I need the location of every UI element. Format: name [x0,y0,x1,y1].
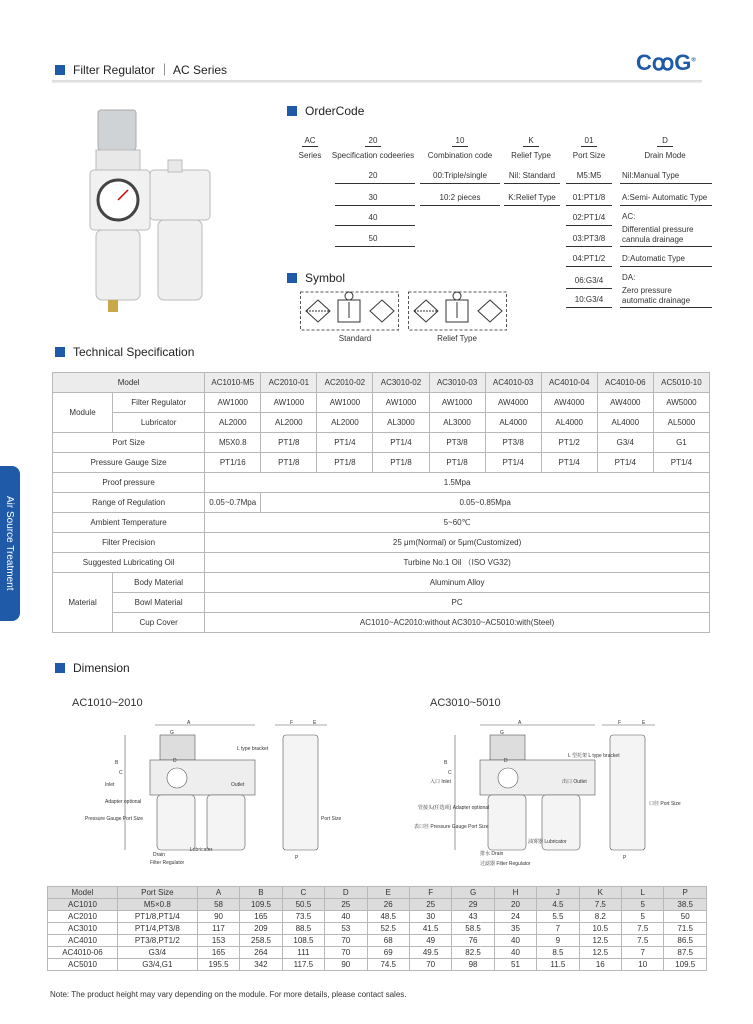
page-title: Filter Regulator ｜ AC Series [73,63,228,77]
oil-value: Turbine No.1 Oil （ISO VG32) [205,553,710,573]
lub-cell: AL3000 [373,413,429,433]
symbol-title: Symbol [305,271,346,285]
relief-option: K:Relief Type [508,193,556,202]
symbol-label: Standard [338,334,372,343]
dim-cell: 7.5 [622,923,664,935]
dim-cell: PT1/4,PT3/8 [117,923,197,935]
port-cell: PT1/4 [373,433,429,453]
dim-cell: 5 [622,899,664,911]
filter-cell: AW4000 [485,393,541,413]
standard-symbol-icon [300,290,400,332]
dim-cell: 58 [197,899,239,911]
dim-cell: 90 [197,911,239,923]
dim-cell: 209 [240,923,282,935]
heading-drain: Drain Mode [644,151,686,160]
port-cell: PT1/2 [541,433,597,453]
dim-cell: 117 [197,923,239,935]
tech-heading [55,345,194,359]
lub-cell: AL3000 [429,413,485,433]
dim-cell: 26 [367,899,409,911]
dim-label: D [504,758,508,764]
side-tab-label: Air Source Treatment [4,496,15,591]
dim-label: Port Size [321,816,342,822]
dim-label: P [295,855,299,861]
dim-cell: 9 [537,935,579,947]
dim-cell: AC1010 [48,899,118,911]
filter-cell: AW1000 [205,393,261,413]
dim-label: 入口 Inlet [430,779,451,785]
gauge-cell: PT1/8 [261,453,317,473]
dim-cell: 111 [282,947,324,959]
lub-cell: AL2000 [261,413,317,433]
dim-label: L type bracket [237,746,269,752]
combo-option: 00:Triple/single [433,171,487,180]
temp-label: Ambient Temperature [53,513,205,533]
dim-cell: 24 [494,911,536,923]
dim-label: G [500,730,504,736]
dimension-title: Dimension [73,661,130,675]
footnote: Note: The product height may vary depending on the module. For more details, please contact sales. [50,990,407,999]
model-cell: AC3010-03 [429,373,485,393]
dim-label: 表口径 Pressure Gauge Port Size [414,824,489,830]
dim-cell: 98 [452,959,494,971]
code-spec: 20 [368,136,378,145]
tech-square-icon [55,347,65,357]
dim-cell: 69 [367,947,409,959]
dim-cell: 51 [494,959,536,971]
ordercode-heading [287,104,364,118]
gauge-label: Pressure Gauge Size [53,453,205,473]
code-combo: 10 [455,136,465,145]
dim-label: D [173,758,177,764]
dim-cell: 70 [325,935,367,947]
dim-label: A [187,720,191,726]
gauge-cell: PT1/4 [597,453,653,473]
ordercode-square-icon [287,106,297,116]
dim-cell: 41.5 [409,923,451,935]
dim-label: Pressure Gauge Port Size [85,816,144,822]
dim-label: Adapter optional [105,799,142,805]
model-cell: AC1010-M5 [205,373,261,393]
table-row [48,947,707,959]
dim-cell: 50.5 [282,899,324,911]
dim-col-header: B [240,887,282,899]
dim-cell: 7.5 [622,935,664,947]
spec-option: 30 [368,193,378,202]
drain-option: A:Semi- Automatic Type [622,193,708,202]
dim-cell: 11.5 [537,959,579,971]
dim-cell: 74.5 [367,959,409,971]
tech-title: Technical Specification [73,345,195,359]
dim-label: C [448,770,452,776]
lub-cell: AL2000 [205,413,261,433]
dim-label: Drain [153,852,165,858]
proof-label: Proof pressure [53,473,205,493]
bowl-value: PC [205,593,710,613]
port-cell: M5X0.8 [205,433,261,453]
dim-label: G [170,730,174,736]
heading-combo: Combination code [427,151,493,160]
dim-cell: M5×0.8 [117,899,197,911]
header-divider [52,80,702,83]
port-option: 01:PT1/8 [572,193,606,202]
dim-cell: 88.5 [282,923,324,935]
dim-cell: G3/4 [117,947,197,959]
dim-cell: 49.5 [409,947,451,959]
lub-cell: AL4000 [597,413,653,433]
dim-label: Lubricator [190,847,213,853]
dim-label: E [313,720,317,726]
table-row [48,911,707,923]
logo-text: CꝏG [636,50,692,75]
dim-cell: 7 [537,923,579,935]
table-row [48,935,707,947]
port-cell: PT3/8 [485,433,541,453]
dim-col-header: L [622,887,664,899]
port-option: 03:PT3/8 [572,234,606,243]
gauge-cell: PT1/4 [653,453,709,473]
lub-cell: AL2000 [317,413,373,433]
dim-cell: G3/4,G1 [117,959,197,971]
dim-cell: 90 [325,959,367,971]
dim-label: B [444,760,448,766]
dim-cell: 53 [325,923,367,935]
model-cell: AC4010-04 [541,373,597,393]
dim-cell: 8.5 [537,947,579,959]
dim-label: Filter Regulator [150,860,185,866]
symbol-square-icon [287,273,297,283]
dim-cell: 40 [494,947,536,959]
model-cell: AC3010-02 [373,373,429,393]
dim-cell: 342 [240,959,282,971]
dim-cell: 165 [240,911,282,923]
drain-option: D:Automatic Type [622,254,685,263]
dim-label: P [623,855,627,861]
dim-drawing-right [414,720,685,870]
proof-value: 1.5Mpa [205,473,710,493]
dim-label: 出口 Outlet [562,779,587,785]
relief-symbol-icon [408,290,508,332]
dim-label: C [119,770,123,776]
drain-option: DA: [622,273,636,282]
dim-col-header: P [664,887,707,899]
symbol-heading [287,271,345,285]
port-option: 06:G3/4 [574,276,604,285]
dim-label: F [290,720,294,726]
filter-cell: AW1000 [317,393,373,413]
spec-option: 40 [368,213,378,222]
drain-option: Zero pressure [622,286,672,295]
dim-cell: 264 [240,947,282,959]
dim-right-title: AC3010~5010 [430,697,501,709]
port-cell: G3/4 [597,433,653,453]
code-port: 01 [584,136,594,145]
port-option: 04:PT1/2 [572,254,606,263]
filter-label: Filter Regulator [113,393,205,413]
dim-cell: 40 [325,911,367,923]
port-option: 02:PT1/4 [572,213,606,222]
logo-mark: ® [691,57,696,64]
dim-cell: 87.5 [664,947,707,959]
drain-option: Nil:Manual Type [622,171,680,180]
header-square-icon [55,65,65,75]
filter-cell: AW1000 [373,393,429,413]
dim-cell: 71.5 [664,923,707,935]
prec-value: 25 μm(Normal) or 5μm(Customized) [205,533,710,553]
drain-option: AC: [622,212,636,221]
dim-col-header: Model [48,887,118,899]
model-cell: AC5010-10 [653,373,709,393]
dim-cell: 73.5 [282,911,324,923]
cup-value: AC1010~AC2010:without AC3010~AC5010:with(Steel) [205,613,710,633]
reg-value-1: 0.05~0.7Mpa [205,493,261,513]
port-option: M5:M5 [576,171,602,180]
dim-cell: 8.2 [579,911,621,923]
dim-cell: 86.5 [664,935,707,947]
dim-col-header: G [452,887,494,899]
dim-cell: 195.5 [197,959,239,971]
gauge-cell: PT1/8 [373,453,429,473]
dim-cell: 109.5 [240,899,282,911]
dim-label: E [642,720,646,726]
dim-cell: PT1/8,PT1/4 [117,911,197,923]
gauge-cell: PT1/4 [485,453,541,473]
dim-label: 排水 Drain [480,851,504,857]
port-label: Port Size [53,433,205,453]
filter-cell: AW5000 [653,393,709,413]
filter-cell: AW4000 [541,393,597,413]
combo-option: 10:2 pieces [439,193,481,202]
lub-label: Lubricator [113,413,205,433]
code-relief: K [528,136,534,145]
dim-cell: 76 [452,935,494,947]
code-series: AC [304,136,316,145]
dim-cell: 35 [494,923,536,935]
dim-cell: 29 [452,899,494,911]
temp-value: 5~60℃ [205,513,710,533]
model-cell: AC4010-03 [485,373,541,393]
model-cell: AC2010-01 [261,373,317,393]
dim-cell: 25 [409,899,451,911]
heading-port: Port Size [572,151,606,160]
dim-cell: 108.5 [282,935,324,947]
dim-cell: AC4010-06 [48,947,118,959]
dim-label: 过滤器 Filter Regulator [480,861,531,867]
drain-option: Differential pressure [622,225,694,234]
ordercode-title: OrderCode [305,104,365,118]
gauge-cell: PT1/16 [205,453,261,473]
dim-cell: 7.5 [579,899,621,911]
dim-cell: 12.5 [579,947,621,959]
dim-cell: 153 [197,935,239,947]
dim-cell: 117.5 [282,959,324,971]
lub-cell: AL4000 [541,413,597,433]
model-cell: AC4010-06 [597,373,653,393]
dim-cell: 16 [579,959,621,971]
heading-spec: Specification codeeries [331,151,415,160]
dim-cell: AC4010 [48,935,118,947]
port-cell: PT1/4 [317,433,373,453]
tech-spec-table [52,372,710,633]
heading-series: Series [298,151,322,160]
heading-relief: Relief Type [511,151,551,160]
relief-option: Nil: Standard [508,171,556,180]
lub-cell: AL5000 [653,413,709,433]
drain-option: cannula drainage [622,235,684,244]
dim-cell: 70 [409,959,451,971]
gauge-cell: PT1/8 [317,453,373,473]
dimension-heading [55,661,130,675]
dim-cell: AC5010 [48,959,118,971]
lub-cell: AL4000 [485,413,541,433]
dim-label: 油雾器 Lubricator [528,839,567,845]
dim-cell: PT3/8,PT1/2 [117,935,197,947]
spec-option: 20 [368,171,378,180]
dim-col-header: J [537,887,579,899]
dim-cell: 52.5 [367,923,409,935]
prec-label: Filter Precision [53,533,205,553]
cup-label: Cup Cover [113,613,205,633]
dim-cell: AC3010 [48,923,118,935]
dim-left-title: AC1010~2010 [72,697,143,709]
dim-col-header: C [282,887,324,899]
dim-cell: 5.5 [537,911,579,923]
dim-cell: 5 [622,911,664,923]
dim-cell: 20 [494,899,536,911]
logo [636,50,696,76]
dim-cell: 58.5 [452,923,494,935]
dim-cell: 48.5 [367,911,409,923]
dim-cell: 4.5 [537,899,579,911]
dim-col-header: H [494,887,536,899]
dim-label: Outlet [231,782,245,788]
dim-cell: 40 [494,935,536,947]
dim-label: F [618,720,622,726]
filter-cell: AW1000 [429,393,485,413]
dimension-square-icon [55,663,65,673]
port-cell: PT3/8 [429,433,485,453]
table-row [48,923,707,935]
dim-cell: 7 [622,947,664,959]
dim-cell: 109.5 [664,959,707,971]
gauge-cell: PT1/4 [541,453,597,473]
dimension-table [47,886,707,971]
model-label: Model [53,373,205,393]
filter-cell: AW1000 [261,393,317,413]
oil-label: Suggested Lubricating Oil [53,553,205,573]
port-cell: PT1/8 [261,433,317,453]
dim-cell: 10 [622,959,664,971]
code-drain: D [662,136,668,145]
dim-col-header: F [409,887,451,899]
dim-drawing-left [85,720,342,870]
module-label: Module [53,393,113,433]
dim-col-header: Port Size [117,887,197,899]
dim-cell: 30 [409,911,451,923]
dim-cell: 258.5 [240,935,282,947]
body-value: Aluminum Alloy [205,573,710,593]
port-option: 10:G3/4 [574,295,604,304]
dim-cell: 10.5 [579,923,621,935]
dim-label: Inlet [105,782,115,788]
side-tab [0,466,20,621]
port-cell: G1 [653,433,709,453]
dim-cell: 43 [452,911,494,923]
dim-label: B [115,760,119,766]
bowl-label: Bowl Material [113,593,205,613]
reg-value-2: 0.05~0.85Mpa [261,493,710,513]
dim-cell: 82.5 [452,947,494,959]
symbol-label: Relief Type [437,334,477,343]
dim-cell: 70 [325,947,367,959]
dim-label: 口径 Port Size [649,801,681,807]
gauge-cell: PT1/8 [429,453,485,473]
model-cell: AC2010-02 [317,373,373,393]
filter-cell: AW4000 [597,393,653,413]
dim-cell: 165 [197,947,239,959]
body-label: Body Material [113,573,205,593]
dim-col-header: K [579,887,621,899]
spec-option: 50 [368,234,378,243]
reg-label: Range of Regulation [53,493,205,513]
product-image [88,105,218,325]
dim-cell: 25 [325,899,367,911]
dim-cell: 38.5 [664,899,707,911]
drain-option: automatic drainage [622,296,691,305]
dim-cell: AC2010 [48,911,118,923]
dim-col-header: D [325,887,367,899]
dim-label: L 型托架 L type bracket [568,753,620,759]
dim-cell: 50 [664,911,707,923]
table-row [48,899,707,911]
dim-col-header: A [197,887,239,899]
material-label: Material [53,573,113,633]
dim-cell: 68 [367,935,409,947]
page-header [55,61,227,78]
dim-cell: 49 [409,935,451,947]
dim-label: A [518,720,522,726]
table-row [48,959,707,971]
dim-label: 管接头(任选项) Adapter optional [418,805,490,811]
dim-col-header: E [367,887,409,899]
dim-cell: 12.5 [579,935,621,947]
